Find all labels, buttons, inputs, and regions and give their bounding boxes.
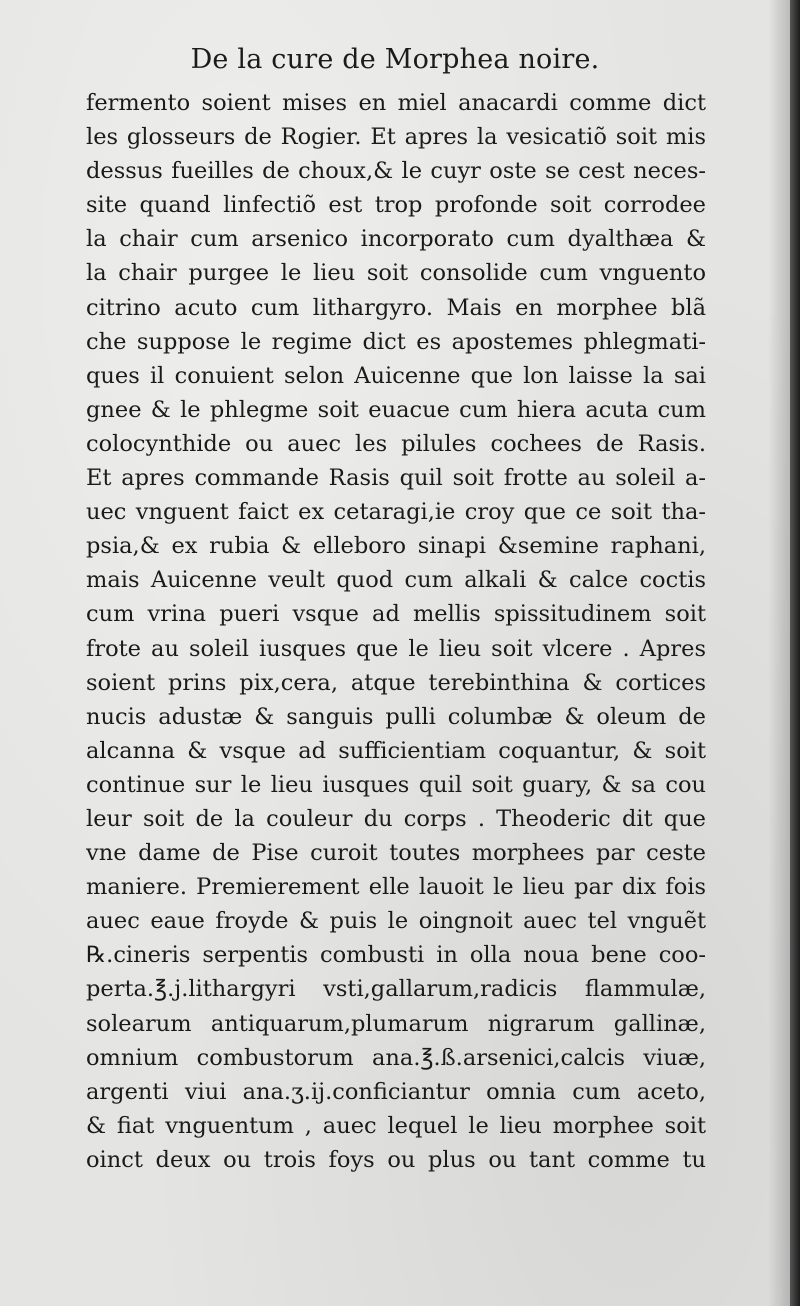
text-line: psia,& ex rubia & elleboro sinapi &semine raphani, — [86, 533, 706, 560]
text-line: ques il conuient selon Auicenne que lon laisse la sai — [86, 362, 706, 389]
text-line: continue sur le lieu iusques quil soit guary, & sa cou — [86, 771, 706, 798]
text-line: solearum antiquarum,plumarum nigrarum gallinæ, — [86, 1010, 706, 1037]
text-line: site quand linfectiõ est trop profonde soit corrodee — [86, 192, 706, 219]
text-line: cum vrina pueri vsque ad mellis spissitudinem soit — [86, 601, 706, 628]
page-edge-shadow — [768, 0, 790, 1306]
text-line: ℞.cineris serpentis combusti in olla noua bene coo- — [86, 942, 706, 969]
text-line: che suppose le regime dict es apostemes phlegmati- — [86, 328, 706, 355]
text-line: uec vnguent faict ex cetaragi,ie croy que ce soit tha- — [86, 499, 706, 526]
text-line: la chair purgee le lieu soit consolide cum vnguento — [86, 260, 706, 287]
text-line: nucis adustæ & sanguis pulli columbæ & oleum de — [86, 703, 706, 730]
text-line: Et apres commande Rasis quil soit frotte au soleil a- — [86, 465, 706, 492]
text-line: auec eaue froyde & puis le oingnoit auec tel vnguẽt — [86, 908, 706, 935]
text-line: gnee & le phlegme soit euacue cum hiera acuta cum — [86, 396, 706, 423]
book-spine — [790, 0, 800, 1306]
body-text — [86, 86, 706, 1177]
text-line: maniere. Premierement elle lauoit le lieu par dix fois — [86, 874, 706, 901]
text-line: & fiat vnguentum , auec lequel le lieu morphee soit — [86, 1112, 706, 1139]
text-line: fermento soient mises en miel anacardi comme dict — [86, 90, 706, 116]
text-line: la chair cum arsenico incorporato cum dyalthæa & — [86, 226, 706, 253]
text-line: les glosseurs de Rogier. Et apres la vesicatiõ soit mis — [86, 124, 706, 151]
text-line: perta.℥.j.lithargyri vsti,gallarum,radicis flammulæ, — [86, 976, 706, 1003]
text-line: argenti viui ana.ʒ.ij.conficiantur omnia cum aceto, — [86, 1078, 706, 1105]
text-line: mais Auicenne veult quod cum alkali & calce coctis — [86, 567, 706, 594]
text-line: frote au soleil iusques que le lieu soit vlcere . Apres — [86, 635, 706, 662]
text-line: leur soit de la couleur du corps . Theoderic dit que — [86, 805, 706, 832]
running-head: De la cure de Morphea noire. — [190, 44, 600, 75]
text-line: omnium combustorum ana.℥.ß.arsenici,calcis viuæ, — [86, 1044, 706, 1071]
text-line: dessus fueilles de choux,& le cuyr oste se cest neces- — [86, 158, 706, 185]
text-line: soient prins pix,cera, atque terebinthina & cortices — [86, 669, 706, 696]
text-line: alcanna & vsque ad sufficientiam coquantur, & soit — [86, 737, 706, 764]
text-line: vne dame de Pise curoit toutes morphees par ceste — [86, 840, 706, 867]
text-line: oinct deux ou trois foys ou plus ou tant comme tu — [86, 1146, 706, 1173]
text-line: colocynthide ou auec les pilules cochees de Rasis. — [86, 430, 706, 457]
text-line: citrino acuto cum lithargyro. Mais en morphee blã — [86, 294, 706, 321]
